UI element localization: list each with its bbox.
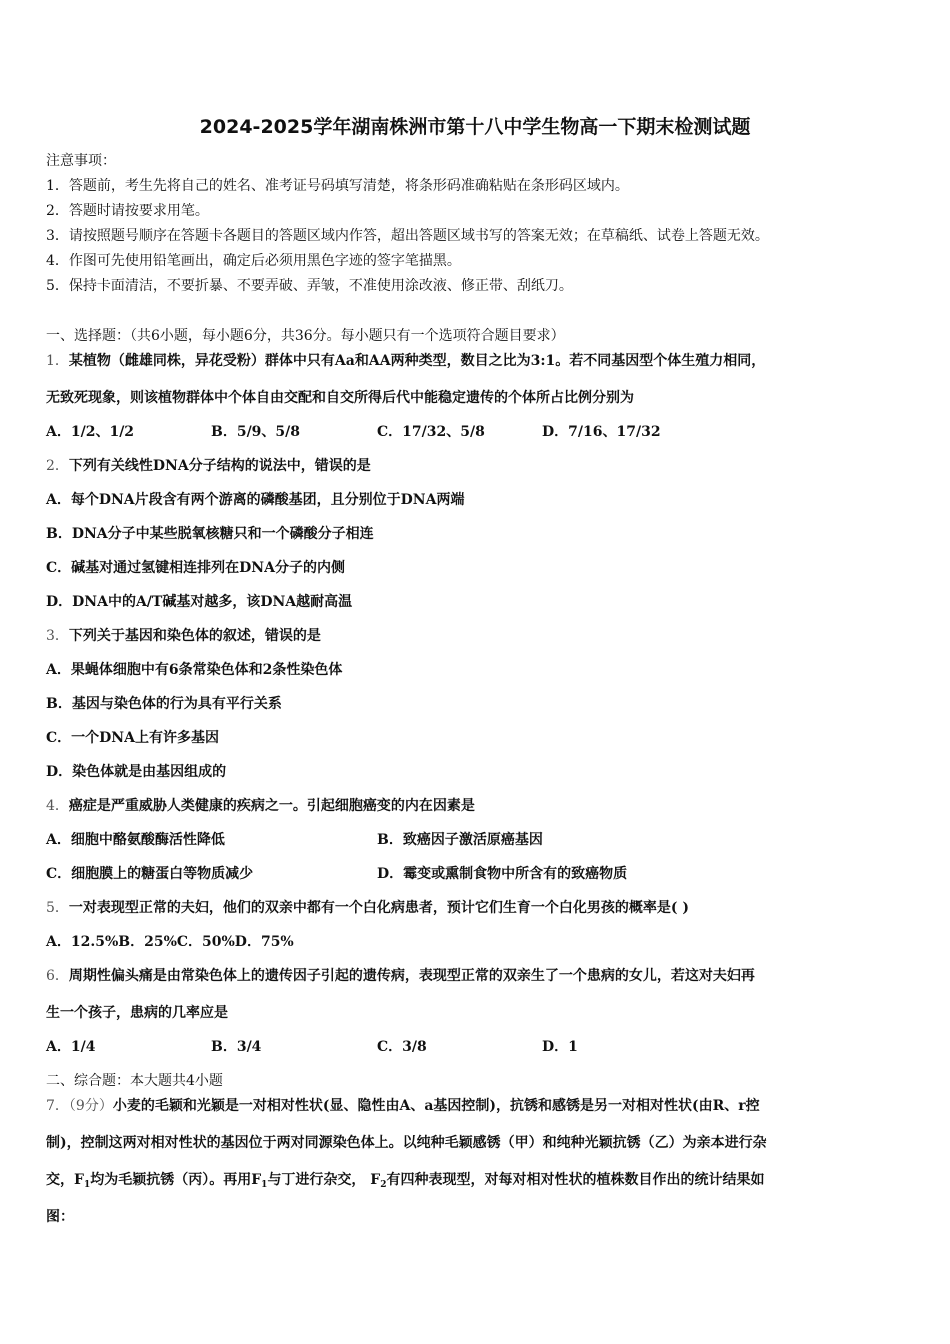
question-3-stem [46,627,321,645]
section1-heading: 一、选择题：（共6小题，每小题6分，共36分。每小题只有一个选项符合题目要求） [46,328,565,344]
question-text: 癌症是严重威胁人类健康的疾病之一。引起细胞癌变的内在因素是 [68,798,475,814]
question-text: 下列有关线性DNA分子结构的说法中，错误的是 [68,458,371,474]
q6-option-b: B．3/4 [211,1039,262,1055]
q3-option-c: C．一个DNA上有许多基因 [46,730,219,746]
question-5-stem [46,899,689,917]
text-part: 交，F [46,1172,84,1188]
q1-option-a: A．1/2、1/2 [46,424,135,440]
q2-option-d: D．DNA中的A/T碱基对越多，该DNA越耐高温 [46,594,353,610]
q6-option-a: A．1/4 [46,1039,96,1055]
question-4-stem [46,797,475,815]
question-text: 一对表现型正常的夫妇，他们的双亲中都有一个白化病患者，预计它们生育一个白化男孩的概率是( ) [68,900,690,916]
notice-item: 1．答题前，考生先将自己的姓名、准考证号码填写清楚，将条形码准确粘贴在条形码区域内。 [46,178,629,194]
notice-item: 5．保持卡面清洁，不要折暴、不要弄破、弄皱，不准使用涂改液、修正带、刮纸刀。 [46,278,573,294]
question-6-line1 [46,967,755,985]
q1-option-b: B．5/9、5/8 [211,424,301,440]
question-7-line2: 制)，控制这两对相对性状的基因位于两对同源染色体上。以纯种毛颖感锈（甲）和纯种光颖抗锈（乙）为亲本进行杂 [46,1135,767,1151]
question-7-line1 [46,1097,760,1115]
question-number: 2． [46,458,69,474]
text-part: 有四种表现型，对每对相对性状的植株数目作出的统计结果如 [386,1172,765,1188]
q4-option-a: A．细胞中酪氨酸酶活性降低 [46,832,225,848]
notice-item: 4．作图可先使用铅笔画出，确定后必须用黑色字迹的签字笔描黑。 [46,253,461,269]
question-text: 小麦的毛颖和光颖是一对相对性状(显、隐性由A、a基因控制)，抗锈和感锈是另一对相对性状(由R、r控 [112,1098,760,1114]
q4-option-d: D．霉变或熏制食物中所含有的致癌物质 [377,866,628,882]
question-text: 周期性偏头痛是由常染色体上的遗传因子引起的遗传病，表现型正常的双亲生了一个患病的女儿，若这对夫妇再 [68,968,755,984]
text-part: 均为毛颖抗锈（丙）。再用F [90,1172,262,1188]
question-text: 下列关于基因和染色体的叙述，错误的是 [68,628,321,644]
notice-heading: 注意事项： [46,153,116,169]
question-number: 4． [46,798,69,814]
question-number: 7． [46,1098,69,1114]
question-number: 1． [46,353,69,369]
q1-option-d: D．7/16、17/32 [542,424,661,440]
notice-item: 3．请按照题号顺序在答题卡各题目的答题区域内作答，超出答题区域书写的答案无效；在草稿纸、试卷上答题无效。 [46,228,769,244]
q3-option-d: D．染色体就是由基因组成的 [46,764,227,780]
q1-option-c: C．17/32、5/8 [377,424,485,440]
q5-options: A．12.5%B．25%C．50%D．75% [46,934,294,950]
q2-option-a: A．每个DNA片段含有两个游离的磷酸基团，且分别位于DNA两端 [46,492,465,508]
section2-heading: 二、综合题：本大题共4小题 [46,1073,223,1089]
notice-item: 2．答题时请按要求用笔。 [46,203,209,219]
q3-option-a: A．果蝇体细胞中有6条常染色体和2条性染色体 [46,662,343,678]
question-1-line2: 无致死现象，则该植物群体中个体自由交配和自交所得后代中能稳定遗传的个体所占比例分别为 [46,390,634,406]
question-7-line4: 图： [46,1209,74,1225]
question-number: 6． [46,968,69,984]
subscript: 1 [83,1180,91,1190]
question-number: 3． [46,628,69,644]
text-part: 与丁进行杂交， F [267,1172,381,1188]
q6-option-c: C．3/8 [377,1039,427,1055]
question-2-stem [46,457,371,475]
question-7-line3 [46,1171,765,1189]
subscript: 2 [380,1180,387,1190]
page-title: 2024-2025学年湖南株洲市第十八中学生物高一下期末检测试题 [199,116,751,138]
question-text: 某植物（雌雄同株，异花受粉）群体中只有Aa和AA两种类型，数目之比为3:1。若不同基因型个体生殖力相同， [68,353,766,369]
q2-option-c: C．碱基对通过氢键相连排列在DNA分子的内侧 [46,560,345,576]
q4-option-b: B．致癌因子激活原癌基因 [377,832,543,848]
q6-option-d: D．1 [542,1039,578,1055]
question-1-line1 [46,352,765,370]
q2-option-b: B．DNA分子中某些脱氧核糖只和一个磷酸分子相连 [46,526,374,542]
q4-option-c: C．细胞膜上的糖蛋白等物质减少 [46,866,254,882]
subscript: 1 [261,1180,268,1190]
question-number: 5． [46,900,69,916]
question-score: （9分） [68,1098,113,1114]
q3-option-b: B．基因与染色体的行为具有平行关系 [46,696,282,712]
question-6-line2: 生一个孩子，患病的几率应是 [46,1005,228,1021]
